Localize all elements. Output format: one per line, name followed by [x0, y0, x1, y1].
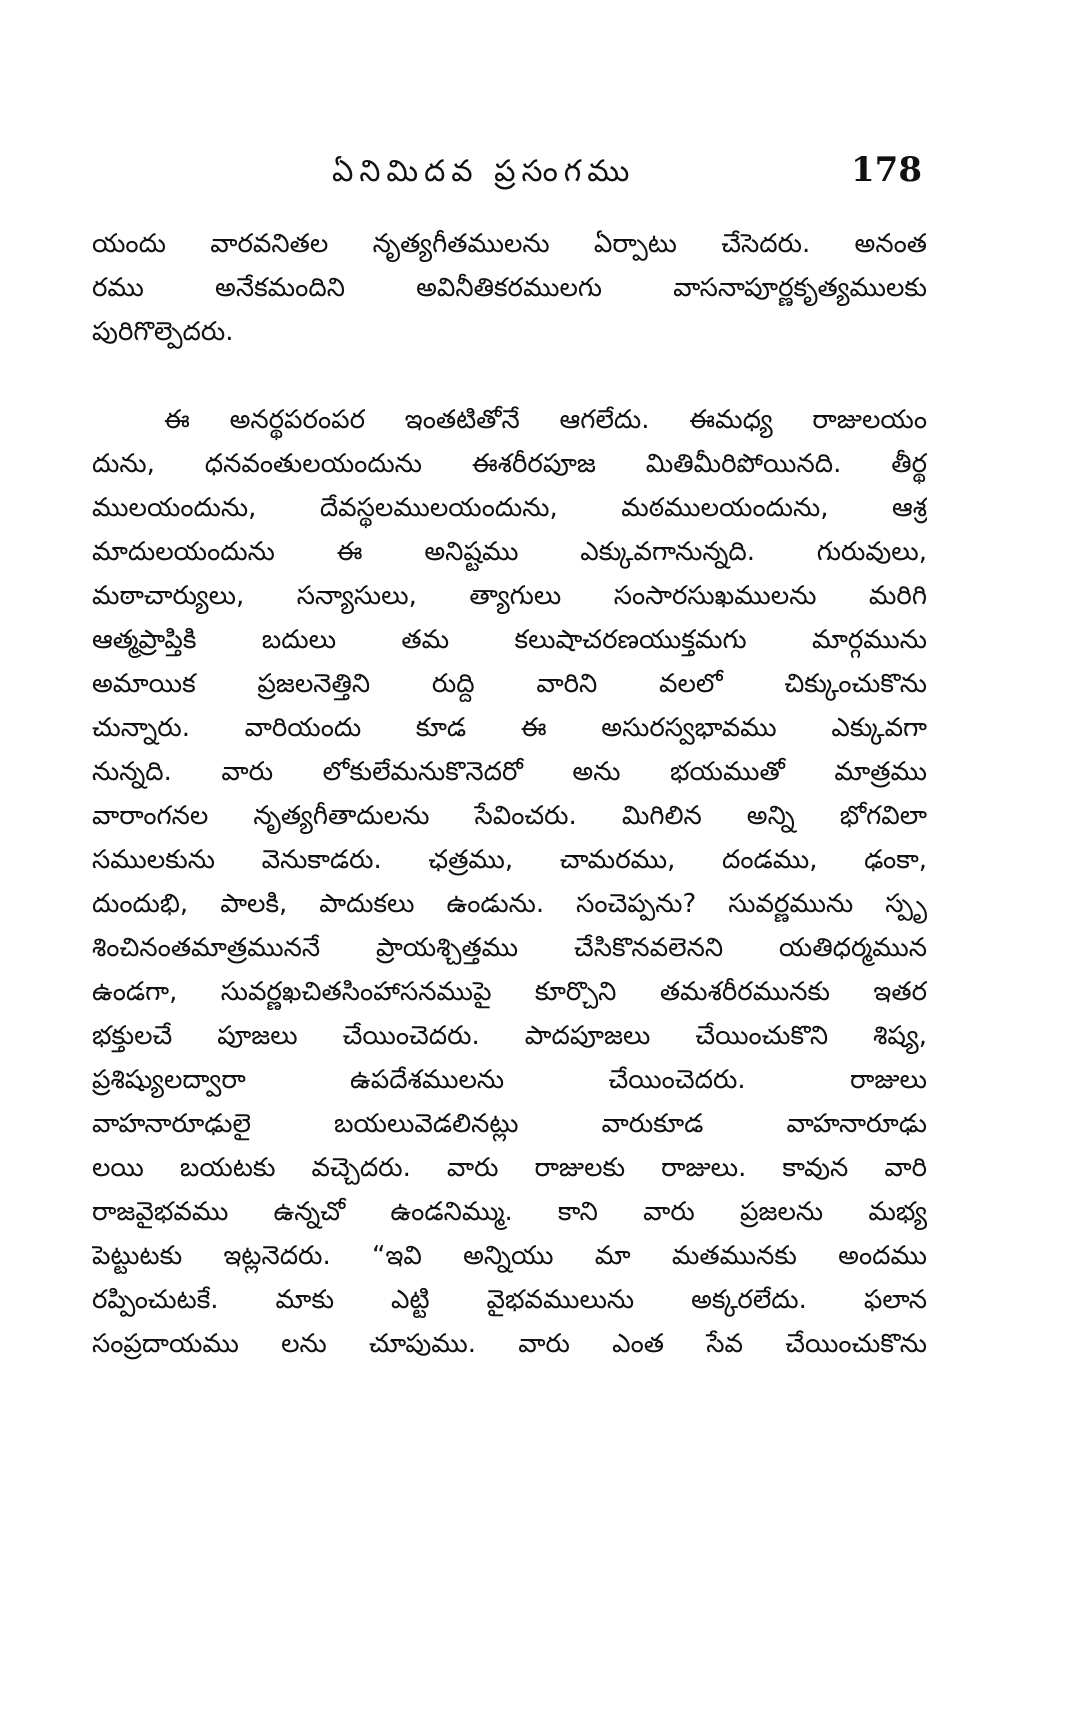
text-line: మఠాచార్యులు, సన్యాసులు, త్యాగులు సంసారసుఖములను మరిగి [92, 581, 927, 611]
running-header [92, 150, 922, 200]
text-line: పెట్టుటకు ఇట్లనెదరు. “ఇవి అన్నియు మా మతమునకు అందము [92, 1241, 927, 1271]
text-line: ఆత్మప్రాప్తికి బదులు తమ కలుషాచరణయుక్తమగు మార్గమును [92, 625, 927, 655]
text-line: భక్తులచే పూజలు చేయించెదరు. పాదపూజలు చేయించుకొని శిష్య, [92, 1021, 927, 1051]
text-line: లయి బయటకు వచ్చెదరు. వారు రాజులకు రాజులు. కావున వారి [92, 1153, 927, 1183]
text-line: మాదులయందును ఈ అనిష్టము ఎక్కువగానున్నది. గురువులు, [92, 537, 927, 567]
text-line: యందు వారవనితల నృత్యగీతములను ఏర్పాటు చేసెదరు. అనంత [92, 229, 927, 259]
text-line: రప్పించుటకే. మాకు ఎట్టి వైభవములును అక్కరలేదు. ఫలాన [92, 1285, 927, 1315]
text-line: ములయందును, దేవస్థలములయందును, మఠములయందును, ఆశ్ర [92, 493, 927, 523]
text-line: దుందుభి, పాలకి, పాదుకలు ఉండును. సంచెప్పను? సువర్ణమును స్పృ [92, 889, 927, 919]
text-line: సంప్రదాయము లను చూపుము. వారు ఎంత సేవ చేయించుకొను [92, 1329, 927, 1359]
page-number: 178 [851, 150, 922, 190]
body-text [92, 222, 927, 1366]
text-line: రాజవైభవము ఉన్నచో ఉండనిమ్ము. కాని వారు ప్రజలను మభ్య [92, 1197, 927, 1227]
paragraph-gap [92, 354, 927, 398]
text-line: దును, ధనవంతులయందును ఈశరీరపూజ మితిమీరిపోయినది. తీర్థ [92, 449, 927, 479]
running-title: ఏనిమిదవ ప్రసంగము [332, 154, 636, 189]
text-line: రము అనేకమందిని అవినీతికరములగు వాసనాపూర్ణకృత్యములకు [92, 273, 927, 303]
text-line: అమాయిక ప్రజలనెత్తిని రుద్ది వారిని వలలో చిక్కుంచుకొను [92, 669, 927, 699]
text-line: వారాంగనల నృత్యగీతాదులను సేవించరు. మిగిలిన అన్ని భోగవిలా [92, 801, 927, 831]
text-line: చున్నారు. వారియందు కూడ ఈ అసురస్వభావము ఎక్కువగా [92, 713, 927, 743]
text-line: శించినంతమాత్రముననే ప్రాయశ్చిత్తము చేసికొనవలెనని యతిధర్మమున [92, 933, 927, 963]
text-line: ఉండగా, సువర్ణఖచితసింహాసనముపై కూర్చొని తమశరీరమునకు ఇతర [92, 977, 927, 1007]
text-line: ప్రశిష్యులద్వారా ఉపదేశములను చేయించెదరు. రాజులు [92, 1065, 927, 1095]
paragraph-1 [92, 222, 927, 354]
text-line: పురిగొల్పెదరు. [92, 317, 234, 347]
paragraph-2 [92, 398, 927, 1366]
text-line: ఈ అనర్థపరంపర ఇంతటితోనే ఆగలేదు. ఈమధ్య రాజులయం [164, 405, 927, 435]
text-line: సములకును వెనుకాడరు. ఛత్రము, చామరము, దండము, ఢంకా, [92, 845, 927, 875]
text-line: నున్నది. వారు లోకులేమనుకొనెదరో అను భయముతో మాత్రము [92, 757, 927, 787]
text-line: వాహనారూఢులై బయలువెడలినట్లు వారుకూడ వాహనారూఢు [92, 1109, 927, 1139]
